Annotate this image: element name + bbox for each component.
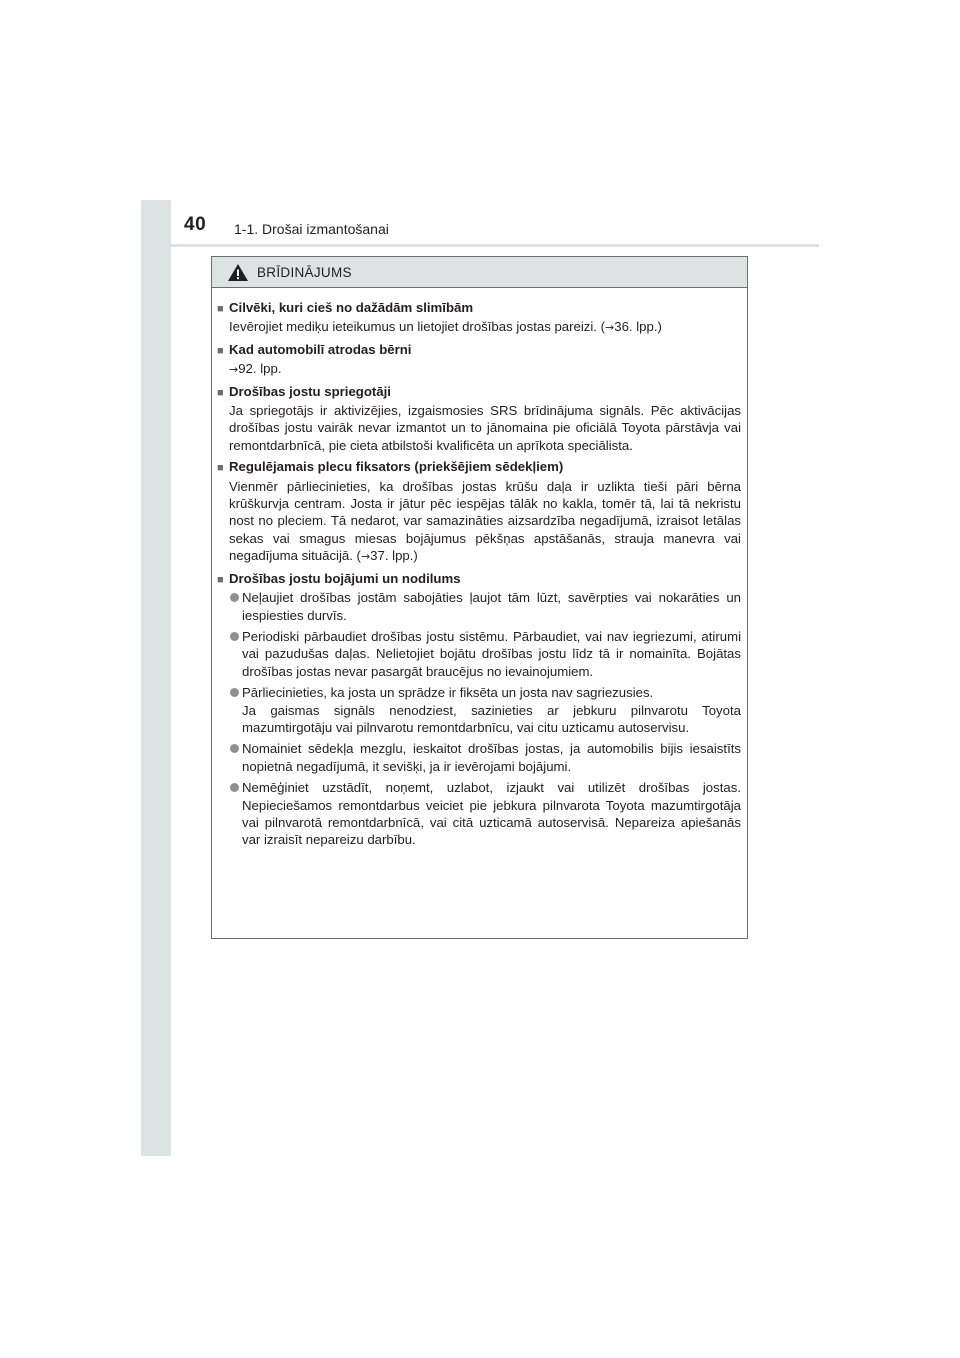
- section-text: Vienmēr pārliecinieties, ka drošības jostas krūšu daļa ir uzlikta tieši pāri bērna krūškurvja centram. Josta ir jātur pēc iespējas tālāk no kakla, tomēr tā, lai tā nekristu nost no pleciem. Tā nedarot, var samazināties aizsardzība negadījumā, izraisot letālas sekas vai smagus miesas bojājumus pēkšņas apstāšanās, strauja manevra vai negadījuma situācijā. (→37. lpp.): [229, 478, 741, 564]
- warning-title: BRĪDINĀJUMS: [257, 264, 352, 280]
- section-heading: Kad automobilī atrodas bērni: [229, 341, 412, 357]
- warning-header: [212, 257, 747, 288]
- warning-body: [212, 288, 747, 849]
- side-tab-bar: [141, 200, 171, 1156]
- section-text: Ievērojiet mediķu ieteikumus un lietojiet drošības jostas pareizi. (→36. lpp.): [229, 319, 662, 335]
- section-text: Ja spriegotājs ir aktivizējies, izgaismosies SRS brīdinājuma signāls. Pēc aktivācijas drošības jostu vairāk nevar izmantot un to jānomaina pie oficiālā Toyota pārstāvja vai remontdarbnīcā, pie cieta atbilstoši kvalificēta un aprīkota speciālista.: [229, 403, 741, 453]
- square-bullet-icon: ■: [217, 386, 224, 399]
- section-heading: Drošības jostu bojājumi un nodilums: [229, 570, 461, 586]
- warning-box: [211, 256, 748, 939]
- section-heading: Cilvēki, kuri cieš no dažādām slimībām: [229, 300, 474, 315]
- section-pretensioners: [217, 383, 741, 455]
- section-text: →92. lpp.: [229, 361, 282, 377]
- round-bullet-icon: [230, 744, 239, 753]
- chapter-title: 1-1. Drošai izmantošanai: [234, 221, 389, 237]
- section-damage-wear: [217, 570, 741, 849]
- square-bullet-icon: ■: [217, 303, 224, 315]
- section-heading: Drošības jostu spriegotāji: [229, 383, 391, 399]
- section-heading: Regulējamais plecu fiksators (priekšējiem sēdekļiem): [229, 459, 564, 475]
- square-bullet-icon: ■: [217, 344, 224, 357]
- round-bullet-icon: [230, 593, 239, 602]
- round-bullet-icon: [230, 632, 239, 641]
- list-item: Pārliecinieties, ka josta un sprādze ir fiksēta un josta nav sagriezusies. Ja gaismas signāls nenodziest, sazinieties ar jebkuru pilnvarotu Toyota mazumtirgotāju vai pilnvarotu remontdarbnīcu, vai citu uzticamu autoservisu.: [217, 684, 741, 736]
- arrow-icon: →: [360, 550, 371, 564]
- page-number: 40: [184, 214, 207, 235]
- list-item: Periodiski pārbaudiet drošības jostu sistēmu. Pārbaudiet, vai nav iegriezumi, atirumi vai pazudušas daļas. Nelietojiet bojātu drošības jostu līdz tā ir nomainīta. Bojātas drošības jostas nevar pasargāt braucējus no ievainojumiem.: [217, 628, 741, 680]
- header-divider: [141, 244, 819, 247]
- list-item: Nomainiet sēdekļa mezglu, ieskaitot drošības jostas, ja automobilis bijis iesaistīts nopietnā negadījumā, it sevišķi, ja ir ievērojami bojājumi.: [217, 740, 741, 775]
- list-item: Neļaujiet drošības jostām sabojāties ļaujot tām lūzt, savērpties vai nokarāties un iespiesties durvīs.: [217, 589, 741, 624]
- warning-triangle-icon: [227, 263, 249, 282]
- section-children: [217, 341, 741, 379]
- round-bullet-icon: [230, 783, 239, 792]
- round-bullet-icon: [230, 688, 239, 697]
- section-health: [217, 299, 741, 337]
- square-bullet-icon: ■: [217, 573, 224, 586]
- section-shoulder-anchor: [217, 458, 741, 565]
- list-item: Nemēģiniet uzstādīt, noņemt, uzlabot, izjaukt vai utilizēt drošības jostas. Nepieciešamos remontdarbus veiciet pie jebkura pilnvarota Toyota mazumtirgotāja vai pilnvarotā remontdarbnīcā, vai citā uzticamā autoservisā. Nepareiza apiešanās var izraisīt nepareizu darbību.: [217, 779, 741, 849]
- arrow-icon: →: [605, 321, 615, 335]
- square-bullet-icon: ■: [217, 462, 224, 475]
- arrow-icon: →: [229, 363, 239, 377]
